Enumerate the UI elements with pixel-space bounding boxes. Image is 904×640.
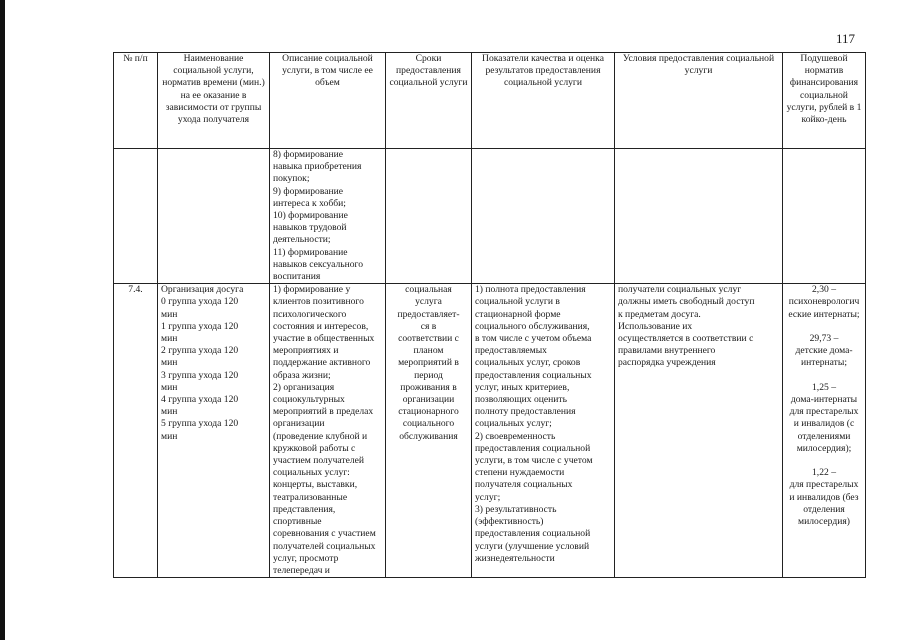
- scan-left-edge: [0, 0, 5, 640]
- cont-conditions-cell: [615, 149, 783, 284]
- cont-terms-cell: [386, 149, 472, 284]
- quality-cell: 1) полнота предоставления социальной услуги в стационарной форме социального обслуживания, в том числе с учетом объема предоставляемых социальных услуг, сроков предоставления социальных услуг, иных критериев, позволяющих оценить полноту предоставления социальных услуг; 2) своевременность предоставления социальной услуги, в том числе с учетом степени нуждаемости получателя социальных услуг; 3) результативность (эффективность) предоставления социальной услуги (улучшение условий жизнедеятельности: [472, 284, 615, 578]
- conditions-cell: получатели социальных услуг должны иметь свободный доступ к предметам досуга. Использование их осуществляется в соответствии с правилами внутреннего распорядка учреждения: [615, 284, 783, 578]
- header-service-name: Наименование социальной услуги, норматив времени (мин.) на ее оказание в зависимости от группы ухода получателя: [158, 53, 270, 149]
- table-header-row: [114, 53, 866, 149]
- header-description: Описание социальной услуги, в том числе ее объем: [270, 53, 386, 149]
- cont-quality-cell: [472, 149, 615, 284]
- row-num-cell: 7.4.: [114, 284, 158, 578]
- description-cell: 1) формирование у клиентов позитивного психологического состояния и интересов, участие в общественных мероприятиях и поддержание активного образа жизни; 2) организация социокультурных мероприятий в пределах организации (проведение клубной и кружковой работы с участием получателей социальных услуг: концерты, выставки, театрализованные представления, спортивные соревнования с участием получателей социальных услуг, просмотр телепередач и: [270, 284, 386, 578]
- header-terms: Сроки предоставления социальной услуги: [386, 53, 472, 149]
- social-services-table: [113, 52, 866, 578]
- cont-service-cell: [158, 149, 270, 284]
- cont-financing-cell: [783, 149, 866, 284]
- financing-cell: 2,30 – психоневрологич еские интернаты; 29,73 – детские дома- интернаты; 1,25 – дома-интернаты для престарелых и инвалидов (с отделениями милосердия); 1,22 – для престарелых и инвалидов (без отделения милосердия): [783, 284, 866, 578]
- table-row-7-4: [114, 284, 866, 578]
- header-num: № п/п: [114, 53, 158, 149]
- page-number: 117: [836, 31, 856, 46]
- cont-num-cell: [114, 149, 158, 284]
- service-name-cell: Организация досуга 0 группа ухода 120 мин 1 группа ухода 120 мин 2 группа ухода 120 мин 3 группа ухода 120 мин 4 группа ухода 120 мин 5 группа ухода 120 мин: [158, 284, 270, 578]
- table-row-continuation: [114, 149, 866, 284]
- terms-cell: социальная услуга предоставляет- ся в соответствии с планом мероприятий в период проживания в организации стационарного социального обслуживания: [386, 284, 472, 578]
- cont-description-cell: 8) формирование навыка приобретения покупок; 9) формирование интереса к хобби; 10) формирование навыков трудовой деятельности; 11) формирование навыков сексуального воспитания: [270, 149, 386, 284]
- header-quality: Показатели качества и оценка результатов предоставления социальной услуги: [472, 53, 615, 149]
- header-financing: Подушевой норматив финансирования социальной услуги, рублей в 1 койко-день: [783, 53, 866, 149]
- header-conditions: Условия предоставления социальной услуги: [615, 53, 783, 149]
